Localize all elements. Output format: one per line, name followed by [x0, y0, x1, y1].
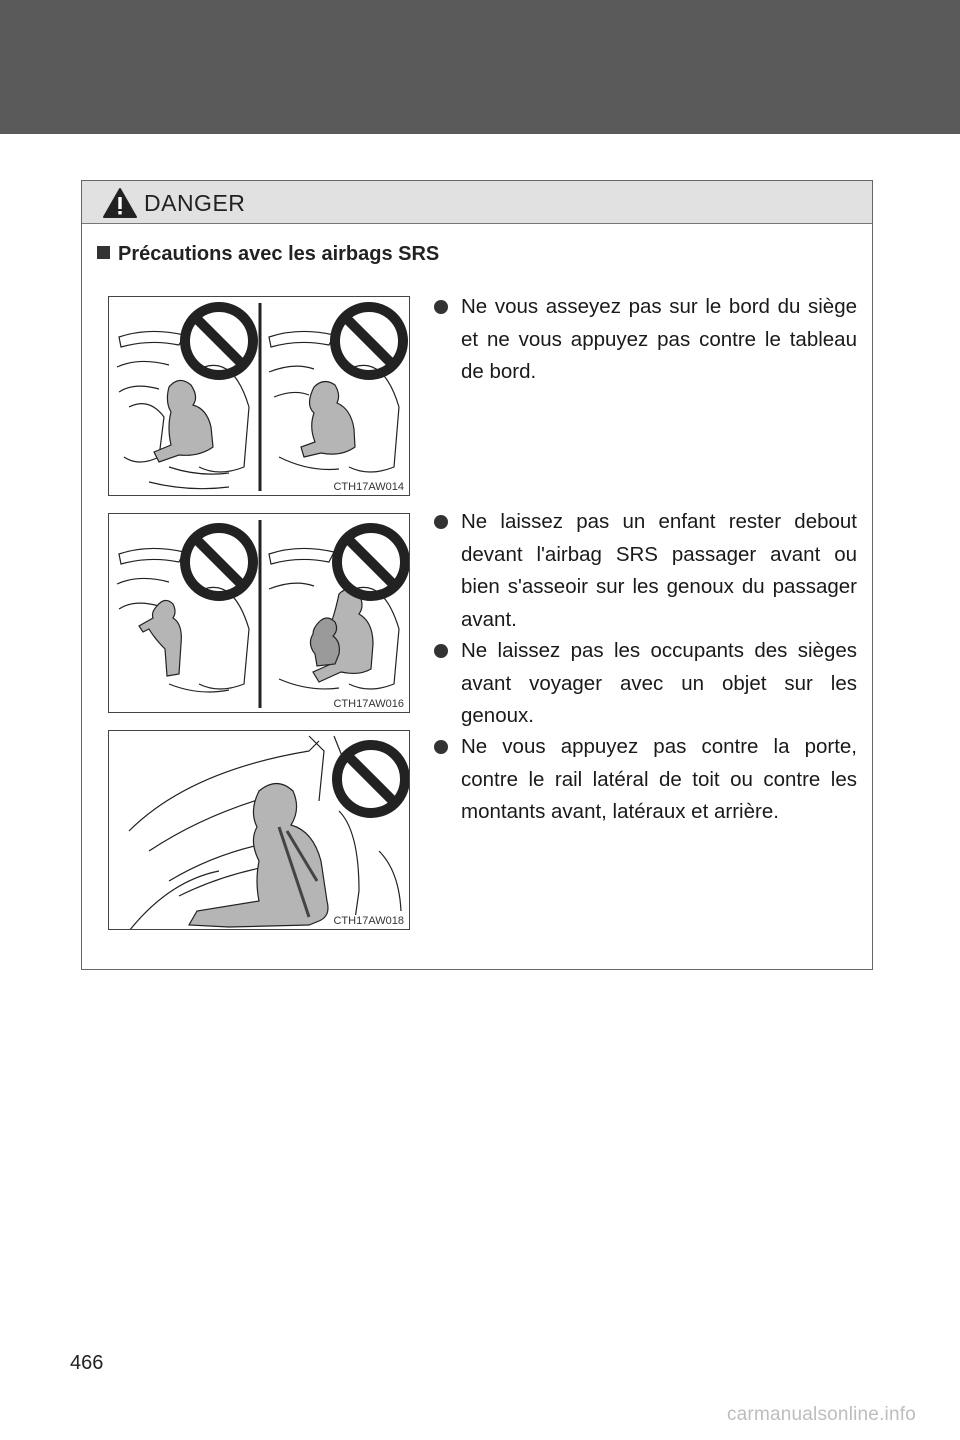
illustration-leaning-door — [108, 730, 410, 930]
bullet-text: Ne vous appuyez pas contre la porte, contre le rail latéral de toit ou contre les montants avant, latéraux et arrière. — [461, 735, 857, 823]
prohibition-sign-icon — [337, 528, 405, 596]
prohibition-sign-icon — [185, 307, 253, 375]
page-number: 466 — [70, 1352, 104, 1374]
bullet-text: Ne laissez pas les occupants des sièges avant voyager avec un objet sur les genoux. — [461, 639, 857, 727]
danger-label: DANGER — [144, 190, 246, 216]
illustration-child-passenger — [108, 513, 410, 713]
illustration-code: CTH17AW018 — [333, 915, 404, 927]
prohibition-sign-icon — [335, 307, 403, 375]
watermark: carmanualsonline.info — [726, 1404, 916, 1425]
list-item — [432, 731, 857, 829]
illustration-drawing — [109, 731, 410, 930]
bullet-dot-icon — [434, 740, 448, 754]
section-title-text: Précautions avec les airbags SRS — [118, 243, 440, 265]
prohibition-sign-icon — [185, 528, 253, 596]
section-title — [97, 243, 439, 266]
prohibition-sign-icon — [337, 745, 405, 813]
illustration-code: CTH17AW016 — [333, 698, 404, 710]
square-bullet-icon — [97, 246, 110, 259]
list-item — [432, 635, 857, 733]
bullet-dot-icon — [434, 644, 448, 658]
bullet-text: Ne laissez pas un enfant rester debout devant l'airbag SRS passager avant ou bien s'asseoir sur les genoux du passager avant. — [461, 510, 857, 631]
illustration-drawing — [109, 514, 410, 713]
danger-header — [82, 181, 872, 224]
bullet-text: Ne vous asseyez pas sur le bord du siège et ne vous appuyez pas contre le tableau de bord. — [461, 295, 857, 383]
illustration-code: CTH17AW014 — [333, 481, 404, 493]
bullet-dot-icon — [434, 300, 448, 314]
list-item — [432, 506, 857, 636]
bullet-dot-icon — [434, 515, 448, 529]
warning-triangle-icon — [102, 187, 138, 219]
illustration-edge-of-seat — [108, 296, 410, 496]
list-item — [432, 291, 857, 389]
page-header-bar — [0, 0, 960, 134]
danger-box — [81, 180, 873, 970]
illustration-drawing — [109, 297, 410, 496]
